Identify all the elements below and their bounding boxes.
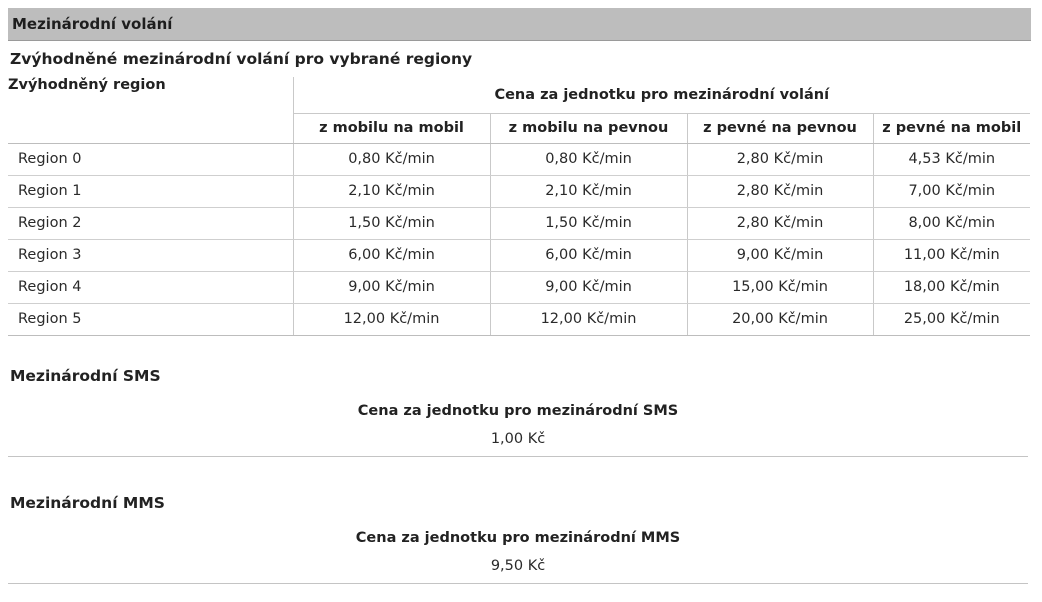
price-cell: 2,80 Kč/min: [687, 207, 873, 239]
region-name: Region 0: [8, 143, 293, 175]
price-cell: 25,00 Kč/min: [873, 303, 1030, 335]
region-name: Region 1: [8, 175, 293, 207]
price-cell: 6,00 Kč/min: [293, 239, 490, 271]
table-row: [8, 175, 1030, 207]
sms-price-value: 1,00 Kč: [490, 431, 546, 447]
price-cell: 2,80 Kč/min: [687, 175, 873, 207]
sms-section-title: Mezinárodní SMS: [10, 367, 161, 385]
price-cell: 2,10 Kč/min: [490, 175, 687, 207]
sms-price-header: Cena za jednotku pro mezinárodní SMS: [357, 403, 679, 419]
region-name: Region 2: [8, 207, 293, 239]
region-name: Region 3: [8, 239, 293, 271]
column-header-fixed-to-mobile: z pevné na mobil: [873, 113, 1030, 143]
banner-title: Mezinárodní volání: [12, 15, 173, 33]
price-cell: 12,00 Kč/min: [293, 303, 490, 335]
table-row: [8, 271, 1030, 303]
price-cell: 8,00 Kč/min: [873, 207, 1030, 239]
subtitle: Zvýhodněné mezinárodní volání pro vybrané regiony: [10, 50, 473, 68]
price-cell: 2,10 Kč/min: [293, 175, 490, 207]
section-banner: [8, 8, 1031, 41]
price-cell: 7,00 Kč/min: [873, 175, 1030, 207]
price-cell: 18,00 Kč/min: [873, 271, 1030, 303]
region-column-header: Zvýhodněný region: [8, 77, 293, 143]
mms-price-header: Cena za jednotku pro mezinárodní MMS: [355, 530, 681, 546]
table-header-row: [8, 77, 1030, 113]
column-header-mobile-to-fixed: z mobilu na pevnou: [490, 113, 687, 143]
table-row: [8, 303, 1030, 335]
column-header-fixed-to-fixed: z pevné na pevnou: [687, 113, 873, 143]
sms-price-block: [8, 396, 1028, 457]
price-cell: 6,00 Kč/min: [490, 239, 687, 271]
price-cell: 11,00 Kč/min: [873, 239, 1030, 271]
price-cell: 0,80 Kč/min: [293, 143, 490, 175]
price-cell: 2,80 Kč/min: [687, 143, 873, 175]
mms-price-value: 9,50 Kč: [490, 558, 546, 574]
price-cell: 9,00 Kč/min: [293, 271, 490, 303]
price-cell: 12,00 Kč/min: [490, 303, 687, 335]
table-row: [8, 207, 1030, 239]
mms-price-block: [8, 523, 1028, 584]
price-cell: 20,00 Kč/min: [687, 303, 873, 335]
international-call-rates-table: [8, 77, 1030, 336]
price-cell: 9,00 Kč/min: [687, 239, 873, 271]
price-cell: 0,80 Kč/min: [490, 143, 687, 175]
region-name: Region 5: [8, 303, 293, 335]
region-name: Region 4: [8, 271, 293, 303]
price-cell: 15,00 Kč/min: [687, 271, 873, 303]
table-row: [8, 143, 1030, 175]
column-header-mobile-to-mobile: z mobilu na mobil: [293, 113, 490, 143]
price-group-header: Cena za jednotku pro mezinárodní volání: [293, 77, 1030, 113]
mms-section-title: Mezinárodní MMS: [10, 494, 165, 512]
price-cell: 4,53 Kč/min: [873, 143, 1030, 175]
price-cell: 1,50 Kč/min: [293, 207, 490, 239]
price-cell: 9,00 Kč/min: [490, 271, 687, 303]
table-row: [8, 239, 1030, 271]
price-cell: 1,50 Kč/min: [490, 207, 687, 239]
